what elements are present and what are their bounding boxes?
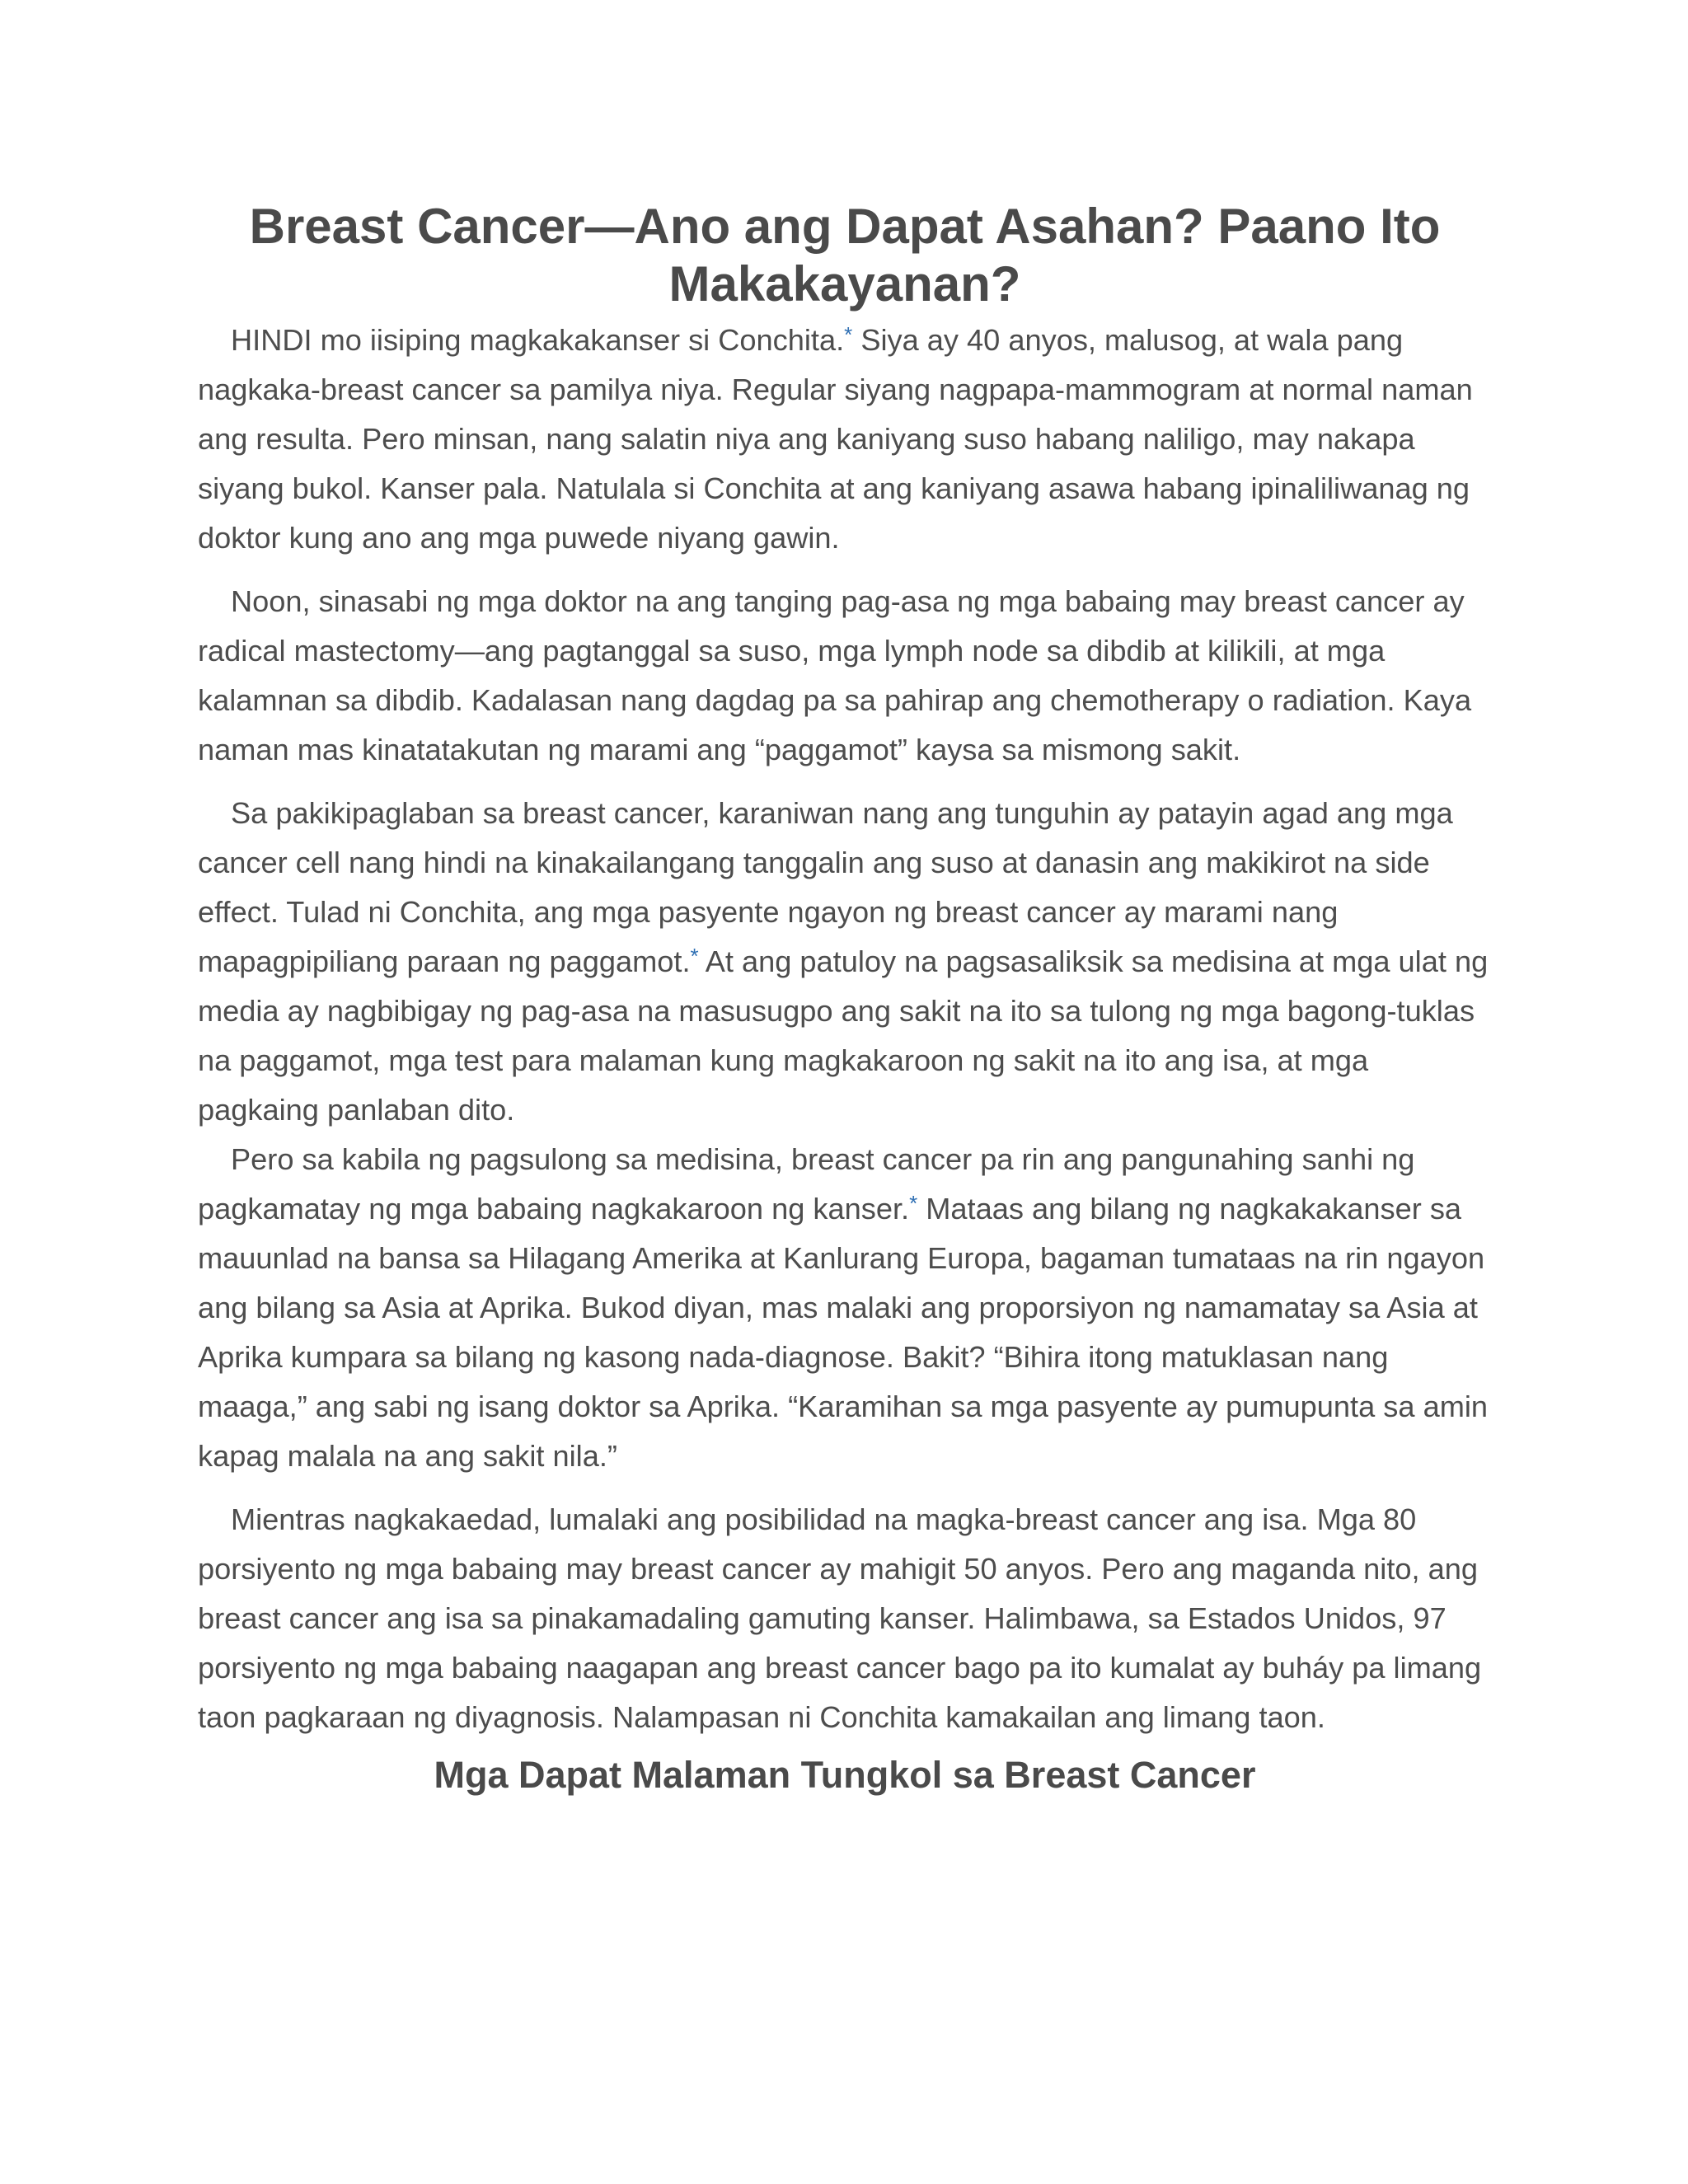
paragraph-1-text-a: HINDI mo iisiping magkakakanser si Conchita. (231, 323, 845, 357)
paragraph-3 (198, 789, 1492, 1135)
paragraph-2: Noon, sinasabi ng mga doktor na ang tanging pag-asa ng mga babaing may breast cancer ay radical mastectomy—ang pagtanggal sa suso, mga lymph node sa dibdib at kilikili, at mga kalamnan sa dibdib. Kadalasan nang dagdag pa sa pahirap ang chemotherapy o radiation. Kaya naman mas kinatatakutan ng marami ang “paggamot” kaysa sa mismong sakit. (198, 584, 1472, 766)
paragraph-3-text-a: Sa pakikipaglaban sa breast cancer, karaniwan nang ang tunguhin ay patayin agad ang mga cancer cell nang hindi na kinakailangang tanggalin ang suso at danasin ang makikirot na side effect. Tulad ni Conchita, ang mga pasyente ngayon ng breast cancer ay marami nang mapagpipiliang paraan ng paggamot. (198, 796, 1453, 978)
article-title: Breast Cancer—Ano ang Dapat Asahan? Paano Ito Makakayanan? (249, 199, 1441, 312)
paragraph-1-text-b: Siya ay 40 anyos, malusog, at wala pang nagkaka-breast cancer sa pamilya niya. Regular siyang nagpapa-mammogram at normal naman ang resulta. Pero minsan, nang salatin niya ang kaniyang suso habang naliligo, may nakapa siyang bukol. Kanser pala. Natulala si Conchita at ang kaniyang asawa habang ipinaliliwanag ng doktor kung ano ang mga puwede niyang gawin. (198, 323, 1473, 555)
footnote-link[interactable]: * (844, 322, 853, 347)
paragraph-5: Mientras nagkakaedad, lumalaki ang posibilidad na magka-breast cancer ang isa. Mga 80 porsiyento ng mga babaing may breast cancer ay mahigit 50 anyos. Pero ang maganda nito, ang breast cancer ang isa sa pinakamadaling gamuting kanser. Halimbawa, sa Estados Unidos, 97 porsiyento ng mga babaing naagapan ang breast cancer bago pa ito kumalat ay buháy pa limang taon pagkaraan ng diyagnosis. Nalampasan ni Conchita kamakailan ang limang taon. (198, 1502, 1482, 1734)
footnote-link[interactable]: * (909, 1191, 918, 1216)
footnote-link[interactable]: * (690, 944, 699, 968)
paragraph-4 (198, 1135, 1492, 1481)
paragraph-4-text-b: Mataas ang bilang ng nagkakakanser sa mauunlad na bansa sa Hilagang Amerika at Kanlurang Europa, bagaman tumataas na rin ngayon ang bilang sa Asia at Aprika. Bukod diyan, mas malaki ang proporsiyon ng namamatay sa Asia at Aprika kumpara sa bilang ng kasong nada-diagnose. Bakit? “Bihira itong matuklasan nang maaga,” ang sabi ng isang doktor sa Aprika. “Karamihan sa mga pasyente ay pumupunta sa amin kapag malala na ang sakit nila.” (198, 1192, 1489, 1473)
paragraph-1 (198, 316, 1492, 563)
paragraph-4-text-a: Pero sa kabila ng pagsulong sa medisina, breast cancer pa rin ang pangunahing sanhi ng pagkamatay ng mga babaing nagkakaroon ng kanser. (198, 1142, 1415, 1226)
paragraph-3-text-b: At ang patuloy na pagsasaliksik sa medisina at mga ulat ng media ay nagbibigay ng pag-asa na masusugpo ang sakit na ito sa tulong ng mga bagong-tuklas na paggamot, mga test para malaman kung magkakaroon ng sakit na ito ang isa, at mga pagkaing panlaban dito. (198, 944, 1489, 1127)
article-page (198, 198, 1492, 1800)
section-subheading: Mga Dapat Malaman Tungkol sa Breast Cancer (434, 1754, 1256, 1796)
